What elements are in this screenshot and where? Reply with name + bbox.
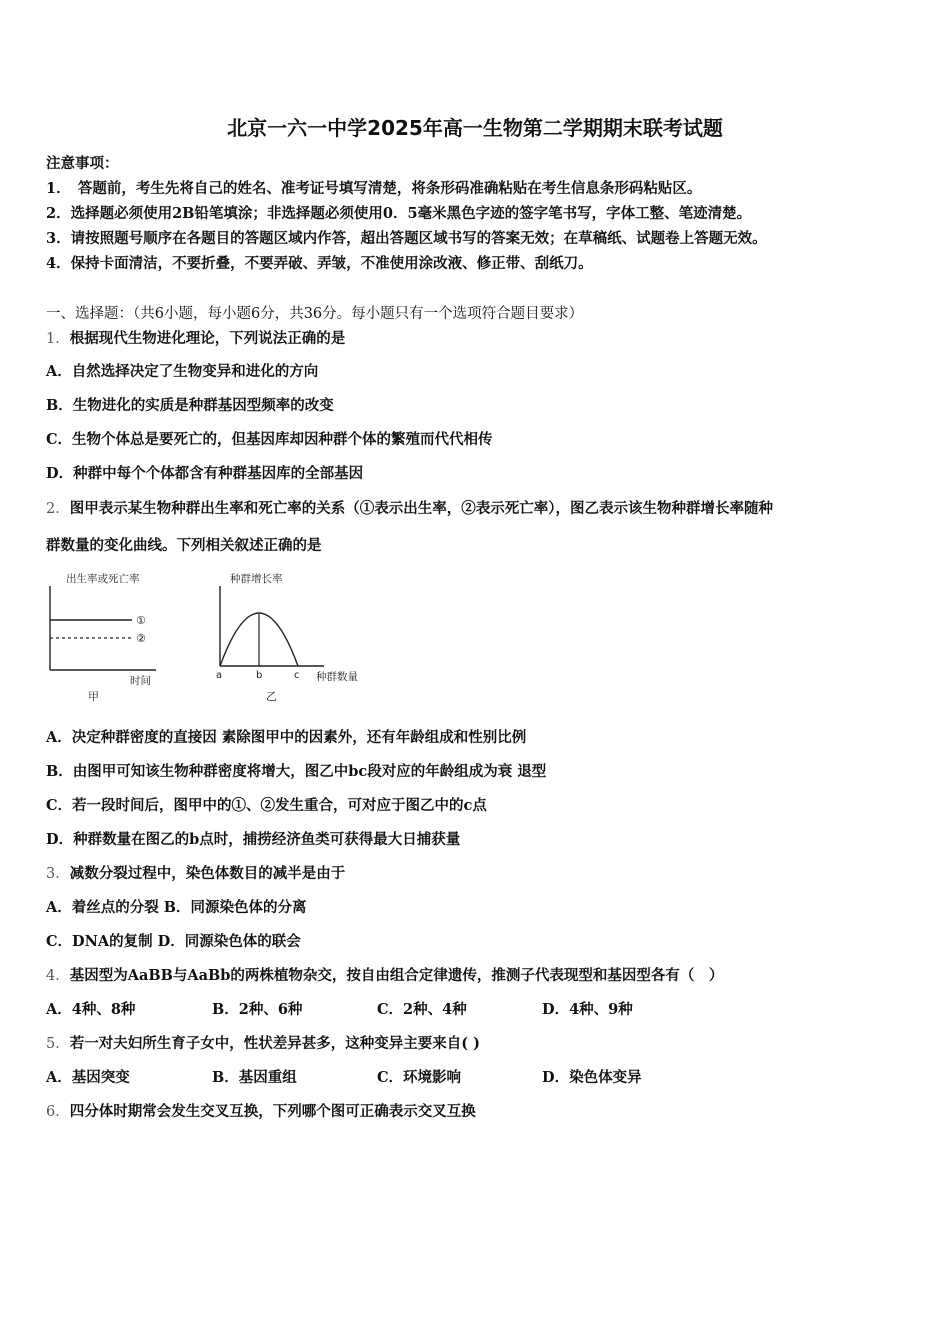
question-5-option-d: D．染色体变异 <box>542 1069 642 1086</box>
question-3-options-line1: A．着丝点的分裂 B．同源染色体的分离 <box>46 899 307 916</box>
right-x-axis-label: 种群数量 <box>316 671 358 683</box>
question-text: 四分体时期常会发生交叉互换，下列哪个图可正确表示交叉互换 <box>69 1103 476 1120</box>
question-1-option-d: D．种群中每个个体都含有种群基因库的全部基因 <box>46 465 364 482</box>
notice-item-3: 3．请按照题号顺序在各题目的答题区域内作答，超出答题区域书写的答案无效；在草稿纸、试题卷上答题无效。 <box>46 230 767 247</box>
question-4-option-b: B．2种、6种 <box>212 1001 303 1018</box>
question-number: 6． <box>46 1104 70 1120</box>
question-text: 图甲表示某生物种群出生率和死亡率的关系（①表示出生率，②表示死亡率），图乙表示该生物种群增长率随种 <box>69 500 773 517</box>
left-chart-caption: 甲 <box>88 690 99 703</box>
exam-title: 北京一六一中学2025年高一生物第二学期期末联考试题 <box>227 116 723 140</box>
notice-item-1: 1． 答题前，考生先将自己的姓名、准考证号填写清楚，将条形码准确粘贴在考生信息条形码粘贴区。 <box>46 180 702 197</box>
question-2-option-c: C．若一段时间后，图甲中的①、②发生重合，可对应于图乙中的c点 <box>46 797 487 814</box>
question-text: 若一对夫妇所生育子女中，性状差异甚多，这种变异主要来自( ) <box>69 1035 481 1052</box>
question-1-option-c: C．生物个体总是要死亡的，但基因库却因种群个体的繁殖而代代相传 <box>46 431 493 448</box>
notice-heading: 注意事项： <box>46 155 119 172</box>
birth-rate-marker: ① <box>136 614 146 627</box>
question-1-option-a: A．自然选择决定了生物变异和进化的方向 <box>46 363 319 380</box>
question-4-option-d: D．4种、9种 <box>542 1001 633 1018</box>
question-text: 基因型为AaBB与AaBb的两株植物杂交，按自由组合定律遗传，推测子代表现型和基因型各有（ ） <box>69 967 724 984</box>
question-5-option-a: A．基因突变 <box>46 1069 130 1086</box>
question-1-option-b: B．生物进化的实质是种群基因型频率的改变 <box>46 397 334 414</box>
tick-label-b: b <box>256 670 263 681</box>
left-y-axis-label: 出生率或死亡率 <box>66 573 140 585</box>
question-5-option-b: B．基因重组 <box>212 1069 297 1086</box>
section-heading: 一、选择题：（共6小题，每小题6分，共36分。每小题只有一个选项符合题目要求） <box>46 306 584 322</box>
population-figure <box>44 568 384 708</box>
tick-label-a: a <box>216 670 223 681</box>
question-5-option-c: C．环境影响 <box>377 1069 462 1086</box>
question-2-option-a: A．决定种群密度的直接因 素除图甲中的因素外，还有年龄组成和性别比例 <box>46 729 527 746</box>
question-2-option-b: B．由图甲可知该生物种群密度将增大，图乙中bc段对应的年龄组成为衰 退型 <box>46 763 547 780</box>
death-rate-marker: ② <box>136 632 146 645</box>
question-number: 5． <box>46 1036 70 1052</box>
notice-item-2: 2．选择题必须使用2B铅笔填涂；非选择题必须使用0．5毫米黑色字迹的签字笔书写，字体工整、笔迹清楚。 <box>46 205 752 222</box>
notice-item-4: 4．保持卡面清洁，不要折叠，不要弄破、弄皱，不准使用涂改液、修正带、刮纸刀。 <box>46 255 593 272</box>
right-chart-caption: 乙 <box>266 690 277 703</box>
question-4-option-a: A．4种、8种 <box>46 1001 136 1018</box>
population-figure-svg <box>44 568 384 708</box>
question-text: 根据现代生物进化理论，下列说法正确的是 <box>69 330 346 347</box>
question-number: 2． <box>46 501 70 517</box>
left-x-axis-label: 时间 <box>130 675 151 687</box>
question-2-stem-line2: 群数量的变化曲线。下列相关叙述正确的是 <box>46 537 322 554</box>
question-4-stem <box>46 964 723 985</box>
question-2-option-d: D．种群数量在图乙的b点时，捕捞经济鱼类可获得最大日捕获量 <box>46 831 461 848</box>
question-6-stem <box>46 1100 476 1121</box>
question-number: 4． <box>46 968 70 984</box>
tick-label-c: c <box>294 670 300 681</box>
question-number: 1． <box>46 331 70 347</box>
right-y-axis-label: 种群增长率 <box>230 573 283 585</box>
question-1-stem <box>46 327 345 348</box>
question-4-option-c: C．2种、4种 <box>377 1001 467 1018</box>
question-text: 减数分裂过程中，染色体数目的减半是由于 <box>69 865 346 882</box>
question-2-stem-line1 <box>46 497 773 518</box>
question-5-stem <box>46 1032 480 1053</box>
question-3-stem <box>46 862 345 883</box>
question-number: 3． <box>46 866 70 882</box>
question-3-options-line2: C．DNA的复制 D．同源染色体的联会 <box>46 933 301 950</box>
